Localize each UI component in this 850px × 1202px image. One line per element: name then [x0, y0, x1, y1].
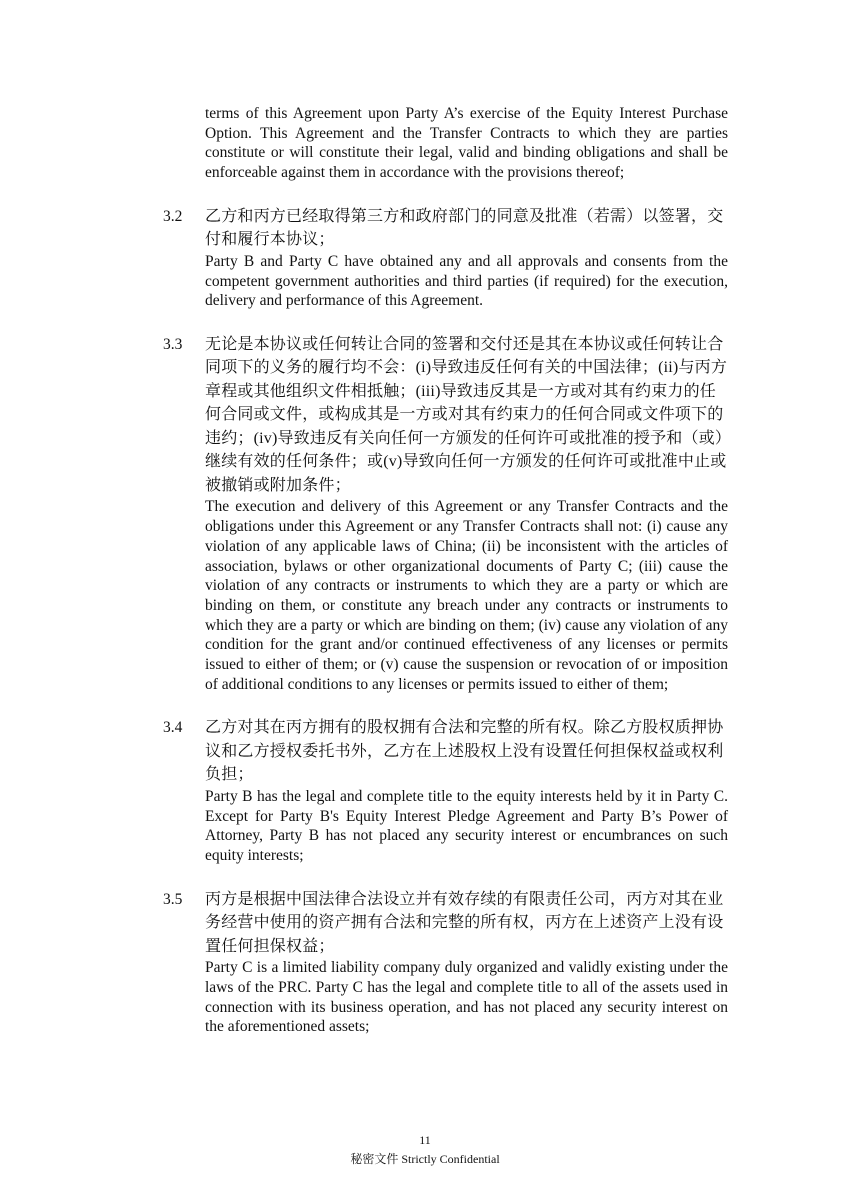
confidential-notice: 秘密文件 Strictly Confidential: [350, 1152, 500, 1166]
page-number: 11: [419, 1133, 431, 1147]
page-content: [163, 104, 728, 1037]
clause-3-4: [163, 716, 728, 865]
clause-text-cn: 乙方和丙方已经取得第三方和政府部门的同意及批准（若需）以签署，交付和履行本协议；: [205, 207, 724, 249]
clause-text-en: Party C is a limited liability company duly organized and validly existing under the laws of the PRC. Party C has the legal and complete title to all of the assets used in connection with its business operation, and has not placed any security interest on the aforementioned assets;: [205, 959, 728, 1036]
clause-number: 3.2: [163, 207, 183, 225]
clause-text-cn: 乙方对其在丙方拥有的股权拥有合法和完整的所有权。除乙方股权质押协议和乙方授权委托书外，乙方在上述股权上没有设置任何担保权益或权利负担；: [205, 719, 724, 784]
clause-3-5: [163, 888, 728, 1037]
clause-number: 3.3: [163, 335, 183, 353]
clause-3-2: [163, 205, 728, 311]
intro-paragraph: terms of this Agreement upon Party A’s exercise of the Equity Interest Purchase Option. This Agreement and the Transfer Contracts to which they are parties constitute or will constitute their legal, valid and binding obligations and shall be enforceable against them in accordance with the provisions thereof;: [205, 105, 728, 182]
clause-number: 3.4: [163, 719, 183, 737]
clause-text-en: Party B and Party C have obtained any and all approvals and consents from the competent government authorities and third parties (if required) for the execution, delivery and performance of this Agreement.: [205, 252, 728, 310]
clause-text-cn: 丙方是根据中国法律合法设立并有效存续的有限责任公司，丙方对其在业务经营中使用的资产拥有合法和完整的所有权，丙方在上述资产上没有设置任何担保权益；: [205, 890, 724, 955]
clause-text-cn: 无论是本协议或任何转让合同的签署和交付还是其在本协议或任何转让合同项下的义务的履行均不会：(i)导致违反任何有关的中国法律；(ii)与丙方章程或其他组织文件相抵触；(iii)导致违反其是一方或对其有约束力的任何合同或文件，或构成其是一方或对其有约束力的任何合同或文件项下的违约；(iv)导致违反有关向任何一方颁发的任何许可或批准的授予和（或）继续有效的任何条件；或(v)导致向任何一方颁发的任何许可或批准中止或被撤销或附加条件；: [205, 335, 728, 494]
clause-text-en: Party B has the legal and complete title to the equity interests held by it in Party C. Except for Party B's Equity Interest Pledge Agreement and Party B’s Power of Attorney, Party B has not placed any security interest or encumbrances on such equity interests;: [205, 787, 728, 865]
clause-text-en: The execution and delivery of this Agreement or any Transfer Contracts and the obligations under this Agreement or any Transfer Contracts shall not: (i) cause any violation of any applicable laws of China; (ii) be inconsistent with the articles of association, bylaws or other organizational documents of Party C; (iii) cause the violation of any contracts or instruments to which they are a party or which are binding on them, or constitute any breach under any contracts or instruments to which they are a party or which are binding on them; (iv) cause any violation of any condition for the grant and/or continued effectiveness of any licenses or permits issued to either of them; or (v) cause the suspension or revocation of or imposition of additional conditions to any licenses or permits issued to either of them;: [205, 498, 728, 693]
clause-number: 3.5: [163, 890, 183, 908]
clause-3-3: [163, 333, 728, 695]
